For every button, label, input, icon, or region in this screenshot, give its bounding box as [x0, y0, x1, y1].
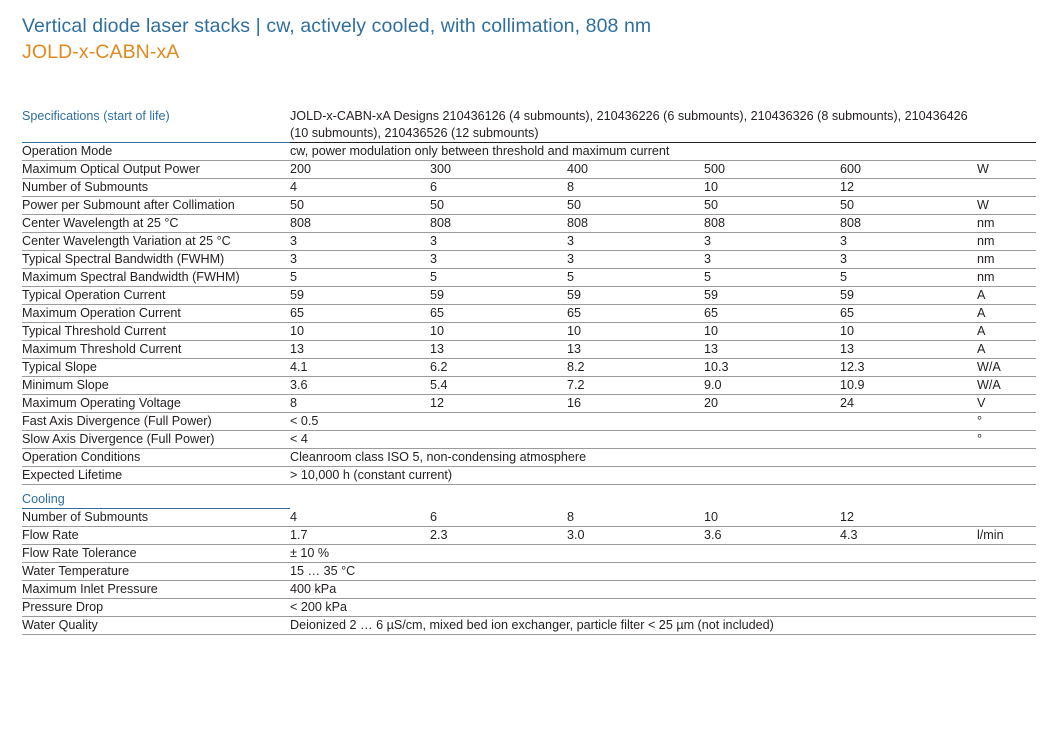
row-label: Maximum Spectral Bandwidth (FWHM)	[22, 269, 290, 287]
row-label: Slow Axis Divergence (Full Power)	[22, 431, 290, 449]
row-label: Center Wavelength at 25 °C	[22, 215, 290, 233]
row-unit	[977, 509, 1036, 527]
row-value-3: 10	[567, 323, 704, 341]
row-unit: nm	[977, 215, 1036, 233]
row-value-span: Deionized 2 … 6 µS/cm, mixed bed ion exchanger, particle filter < 25 µm (not included)	[290, 617, 977, 635]
row-value-3: 808	[567, 215, 704, 233]
row-label: Maximum Inlet Pressure	[22, 581, 290, 599]
row-value-2: 6.2	[430, 359, 567, 377]
row-unit	[977, 581, 1036, 599]
row-value-2: 10	[430, 323, 567, 341]
row-value-2: 5.4	[430, 377, 567, 395]
table-row	[22, 377, 1036, 395]
row-value-2: 6	[430, 179, 567, 197]
page-title: Vertical diode laser stacks | cw, actively cooled, with collimation, 808 nm	[22, 15, 652, 37]
row-value-4: 50	[704, 197, 840, 215]
row-label: Water Quality	[22, 617, 290, 635]
row-value-4: 9.0	[704, 377, 840, 395]
table-row	[22, 197, 1036, 215]
row-label: Flow Rate	[22, 527, 290, 545]
row-value-span: 400 kPa	[290, 581, 977, 599]
row-value-5: 24	[840, 395, 977, 413]
table-row	[22, 179, 1036, 197]
row-value-4: 5	[704, 269, 840, 287]
table-row	[22, 617, 1036, 635]
row-value-3: 400	[567, 161, 704, 179]
row-label: Operation Conditions	[22, 449, 290, 467]
table-header-row	[22, 108, 1036, 143]
row-value-1: 4	[290, 509, 430, 527]
row-value-2: 12	[430, 395, 567, 413]
row-label: Maximum Threshold Current	[22, 341, 290, 359]
row-value-4: 10.3	[704, 359, 840, 377]
row-unit: W	[977, 197, 1036, 215]
row-value-5: 13	[840, 341, 977, 359]
row-unit: °	[977, 413, 1036, 431]
page-subtitle: JOLD-x-CABN-xA	[22, 41, 180, 64]
table-row	[22, 269, 1036, 287]
row-value-1: 808	[290, 215, 430, 233]
row-label: Maximum Operating Voltage	[22, 395, 290, 413]
table-row	[22, 509, 1036, 527]
row-value-4: 808	[704, 215, 840, 233]
table-row	[22, 431, 1036, 449]
row-unit: l/min	[977, 527, 1036, 545]
row-value-2: 2.3	[430, 527, 567, 545]
row-value-3: 8	[567, 509, 704, 527]
row-value-1: 1.7	[290, 527, 430, 545]
table-row	[22, 395, 1036, 413]
row-unit	[977, 617, 1036, 635]
cooling-header-blank	[567, 491, 704, 509]
row-value-4: 10	[704, 323, 840, 341]
row-value-2: 65	[430, 305, 567, 323]
row-value-4: 65	[704, 305, 840, 323]
row-value-4: 13	[704, 341, 840, 359]
row-unit	[977, 449, 1036, 467]
row-unit	[977, 179, 1036, 197]
row-unit: W/A	[977, 377, 1036, 395]
row-value-1: 4.1	[290, 359, 430, 377]
table-row	[22, 467, 1036, 485]
row-unit: A	[977, 287, 1036, 305]
row-value-2: 13	[430, 341, 567, 359]
table-row	[22, 599, 1036, 617]
row-value-5: 4.3	[840, 527, 977, 545]
row-label: Fast Axis Divergence (Full Power)	[22, 413, 290, 431]
row-label: Maximum Optical Output Power	[22, 161, 290, 179]
table-row	[22, 359, 1036, 377]
cooling-header-blank	[840, 491, 977, 509]
table-row	[22, 233, 1036, 251]
table-body	[22, 108, 1036, 635]
row-label: Center Wavelength Variation at 25 °C	[22, 233, 290, 251]
row-value-2: 3	[430, 251, 567, 269]
table-row	[22, 413, 1036, 431]
table-row	[22, 545, 1036, 563]
row-value-5: 10	[840, 323, 977, 341]
row-value-4: 3	[704, 233, 840, 251]
row-value-1: 8	[290, 395, 430, 413]
row-unit	[977, 467, 1036, 485]
row-unit	[977, 545, 1036, 563]
row-unit: nm	[977, 251, 1036, 269]
row-unit: W/A	[977, 359, 1036, 377]
cooling-header-blank	[704, 491, 840, 509]
row-value-4: 3	[704, 251, 840, 269]
row-value-4: 10	[704, 509, 840, 527]
row-value-4: 20	[704, 395, 840, 413]
row-value-3: 8.2	[567, 359, 704, 377]
row-value-3: 3	[567, 233, 704, 251]
table-row	[22, 287, 1036, 305]
row-value-4: 59	[704, 287, 840, 305]
title-block	[0, 0, 1053, 65]
row-label: Pressure Drop	[22, 599, 290, 617]
row-value-5: 600	[840, 161, 977, 179]
row-value-span: < 0.5	[290, 413, 977, 431]
row-value-4: 10	[704, 179, 840, 197]
row-value-1: 3	[290, 251, 430, 269]
row-value-1: 200	[290, 161, 430, 179]
row-unit: °	[977, 431, 1036, 449]
row-label: Number of Submounts	[22, 179, 290, 197]
row-value-span: Cleanroom class ISO 5, non-condensing atmosphere	[290, 449, 977, 467]
row-label: Typical Slope	[22, 359, 290, 377]
row-unit: nm	[977, 269, 1036, 287]
row-value-5: 65	[840, 305, 977, 323]
row-unit	[977, 599, 1036, 617]
row-value-3: 7.2	[567, 377, 704, 395]
row-value-span: cw, power modulation only between threshold and maximum current	[290, 143, 977, 161]
row-value-1: 65	[290, 305, 430, 323]
row-value-span: 15 … 35 °C	[290, 563, 977, 581]
row-value-5: 59	[840, 287, 977, 305]
row-unit: A	[977, 341, 1036, 359]
row-value-2: 50	[430, 197, 567, 215]
row-value-5: 50	[840, 197, 977, 215]
cooling-header-blank	[977, 491, 1036, 509]
row-label: Operation Mode	[22, 143, 290, 161]
row-value-5: 12	[840, 179, 977, 197]
row-unit: W	[977, 161, 1036, 179]
table-row	[22, 143, 1036, 161]
table-row	[22, 251, 1036, 269]
row-value-5: 5	[840, 269, 977, 287]
row-value-2: 5	[430, 269, 567, 287]
row-value-1: 5	[290, 269, 430, 287]
row-value-4: 3.6	[704, 527, 840, 545]
row-value-1: 10	[290, 323, 430, 341]
row-label: Expected Lifetime	[22, 467, 290, 485]
cooling-header-label: Cooling	[22, 491, 290, 509]
row-value-1: 59	[290, 287, 430, 305]
row-value-4: 500	[704, 161, 840, 179]
row-value-3: 8	[567, 179, 704, 197]
row-label: Minimum Slope	[22, 377, 290, 395]
row-value-span: ± 10 %	[290, 545, 977, 563]
row-label: Maximum Operation Current	[22, 305, 290, 323]
row-value-3: 59	[567, 287, 704, 305]
row-value-3: 5	[567, 269, 704, 287]
row-value-1: 13	[290, 341, 430, 359]
row-value-2: 300	[430, 161, 567, 179]
table-row	[22, 449, 1036, 467]
row-unit	[977, 143, 1036, 161]
cooling-section-header	[22, 491, 1036, 509]
row-unit: nm	[977, 233, 1036, 251]
row-unit: A	[977, 323, 1036, 341]
row-value-5: 808	[840, 215, 977, 233]
row-unit: V	[977, 395, 1036, 413]
row-label: Typical Threshold Current	[22, 323, 290, 341]
row-value-span: < 200 kPa	[290, 599, 977, 617]
row-value-5: 12.3	[840, 359, 977, 377]
row-value-2: 59	[430, 287, 567, 305]
row-value-1: 4	[290, 179, 430, 197]
row-label: Typical Operation Current	[22, 287, 290, 305]
row-label: Typical Spectral Bandwidth (FWHM)	[22, 251, 290, 269]
row-value-5: 3	[840, 251, 977, 269]
table-row	[22, 563, 1036, 581]
row-unit: A	[977, 305, 1036, 323]
row-value-2: 6	[430, 509, 567, 527]
spec-header-label: Specifications (start of life)	[22, 108, 290, 143]
specifications-table	[22, 108, 1036, 635]
row-value-2: 808	[430, 215, 567, 233]
row-value-3: 3	[567, 251, 704, 269]
row-value-3: 13	[567, 341, 704, 359]
spec-header-unit	[977, 108, 1036, 143]
row-value-span: > 10,000 h (constant current)	[290, 467, 977, 485]
cooling-header-blank	[290, 491, 430, 509]
row-label: Water Temperature	[22, 563, 290, 581]
row-value-2: 3	[430, 233, 567, 251]
row-value-span: < 4	[290, 431, 977, 449]
row-value-5: 3	[840, 233, 977, 251]
row-value-5: 12	[840, 509, 977, 527]
row-value-3: 50	[567, 197, 704, 215]
table-row	[22, 215, 1036, 233]
table-row	[22, 341, 1036, 359]
cooling-header-blank	[430, 491, 567, 509]
table-row	[22, 161, 1036, 179]
row-unit	[977, 563, 1036, 581]
row-value-1: 3	[290, 233, 430, 251]
table-row	[22, 527, 1036, 545]
row-value-1: 3.6	[290, 377, 430, 395]
table-row	[22, 305, 1036, 323]
row-value-3: 3.0	[567, 527, 704, 545]
row-value-3: 16	[567, 395, 704, 413]
row-value-5: 10.9	[840, 377, 977, 395]
row-value-1: 50	[290, 197, 430, 215]
table-row	[22, 323, 1036, 341]
row-label: Number of Submounts	[22, 509, 290, 527]
spec-header-description: JOLD-x-CABN-xA Designs 210436126 (4 submounts), 210436226 (6 submounts), 210436326 (8 submounts), 210436426 (10 submounts), 210436526 (12 submounts)	[290, 108, 977, 143]
row-label: Flow Rate Tolerance	[22, 545, 290, 563]
row-label: Power per Submount after Collimation	[22, 197, 290, 215]
table-row	[22, 581, 1036, 599]
row-value-3: 65	[567, 305, 704, 323]
